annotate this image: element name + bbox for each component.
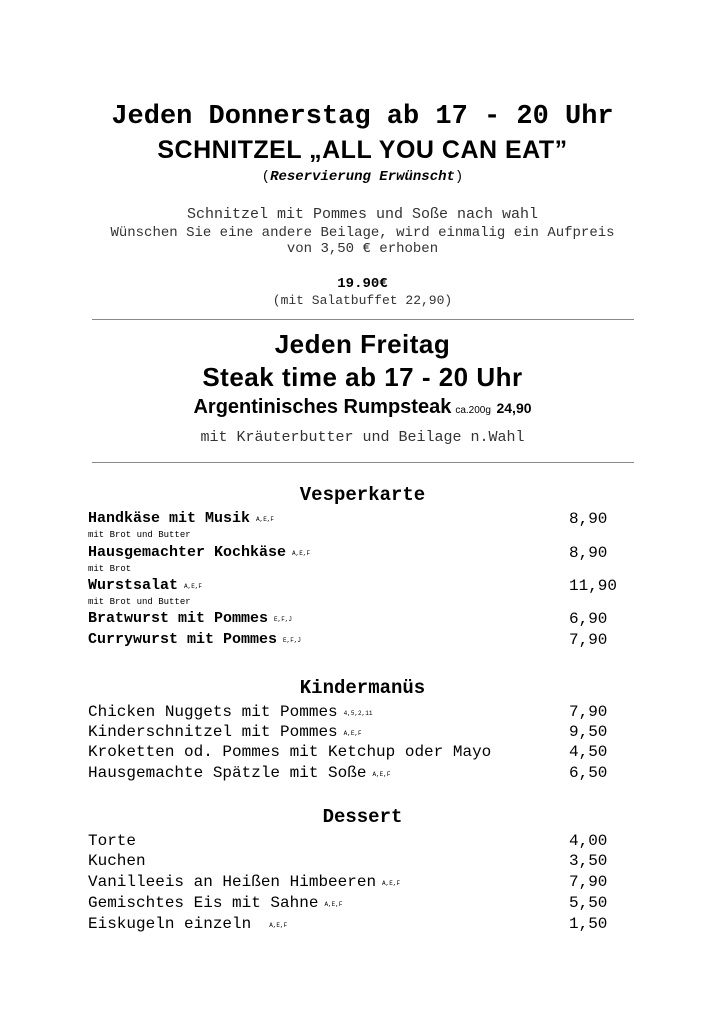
menu-item-sub: mit Brot — [88, 564, 132, 574]
kinder-title: Kindermanüs — [299, 677, 426, 699]
divider-2 — [0, 462, 725, 463]
menu-item-sub: mit Brot und Butter — [88, 530, 191, 540]
surcharge-note: von 3,50 € erhoben — [286, 241, 439, 257]
menu-item: Hausgemachter Kochkäse A,E,F 8,90 — [88, 544, 608, 562]
steak-description: mit Kräuterbutter und Beilage n.Wahl — [200, 429, 525, 446]
steak-line — [0, 396, 725, 419]
menu-item: Eiskugeln einzeln A,E,F 1,50 — [88, 915, 608, 933]
menu-item: Chicken Nuggets mit Pommes 4,5,2,11 7,90 — [88, 703, 608, 721]
menu-item: Bratwurst mit Pommes E,F,J 6,90 — [88, 610, 608, 628]
schnitzel-description: Schnitzel mit Pommes und Soße nach wahl — [186, 206, 539, 223]
vesper-title: Vesperkarte — [299, 484, 426, 506]
salad-buffet-price: (mit Salatbuffet 22,90) — [272, 293, 453, 308]
menu-item: Wurstsalat A,E,F 11,90 — [88, 577, 618, 595]
steak-name: Argentinisches Rumpsteak — [193, 396, 452, 418]
friday-heading: Jeden Freitag — [274, 329, 451, 359]
menu-item: Currywurst mit Pommes E,F,J 7,90 — [88, 631, 608, 649]
menu-item: Gemischtes Eis mit Sahne A,E,F 5,50 — [88, 894, 608, 912]
menu-item: Kroketten od. Pommes mit Ketchup oder Mayo 4,50 — [88, 743, 608, 761]
menu-item: Torte 4,00 — [88, 832, 608, 850]
steak-weight: ca.200g — [455, 405, 491, 416]
thursday-heading: Jeden Donnerstag ab 17 - 20 Uhr — [111, 102, 614, 132]
menu-item: Kinderschnitzel mit Pommes A,E,F 9,50 — [88, 723, 608, 741]
menu-item: Kuchen 3,50 — [88, 852, 608, 870]
menu-item: Vanilleeis an Heißen Himbeeren A,E,F 7,90 — [88, 873, 608, 891]
steak-price: 24,90 — [496, 400, 532, 416]
dessert-title: Dessert — [322, 806, 403, 828]
steak-time-heading: Steak time ab 17 - 20 Uhr — [202, 362, 523, 392]
schnitzel-price: 19.90€ — [337, 276, 388, 292]
reservation-note: (Reservierung Erwünscht) — [261, 169, 464, 185]
menu-item: Hausgemachte Spätzle mit Soße A,E,F 6,50 — [88, 764, 608, 782]
schnitzel-heading: SCHNITZEL „ALL YOU CAN EAT” — [157, 136, 568, 164]
menu-item: Handkäse mit Musik A,E,F 8,90 — [88, 510, 608, 528]
side-dish-note: Wünschen Sie eine andere Beilage, wird einmalig ein Aufpreis — [110, 225, 615, 241]
divider-1 — [0, 319, 725, 320]
menu-item-sub: mit Brot und Butter — [88, 597, 191, 607]
